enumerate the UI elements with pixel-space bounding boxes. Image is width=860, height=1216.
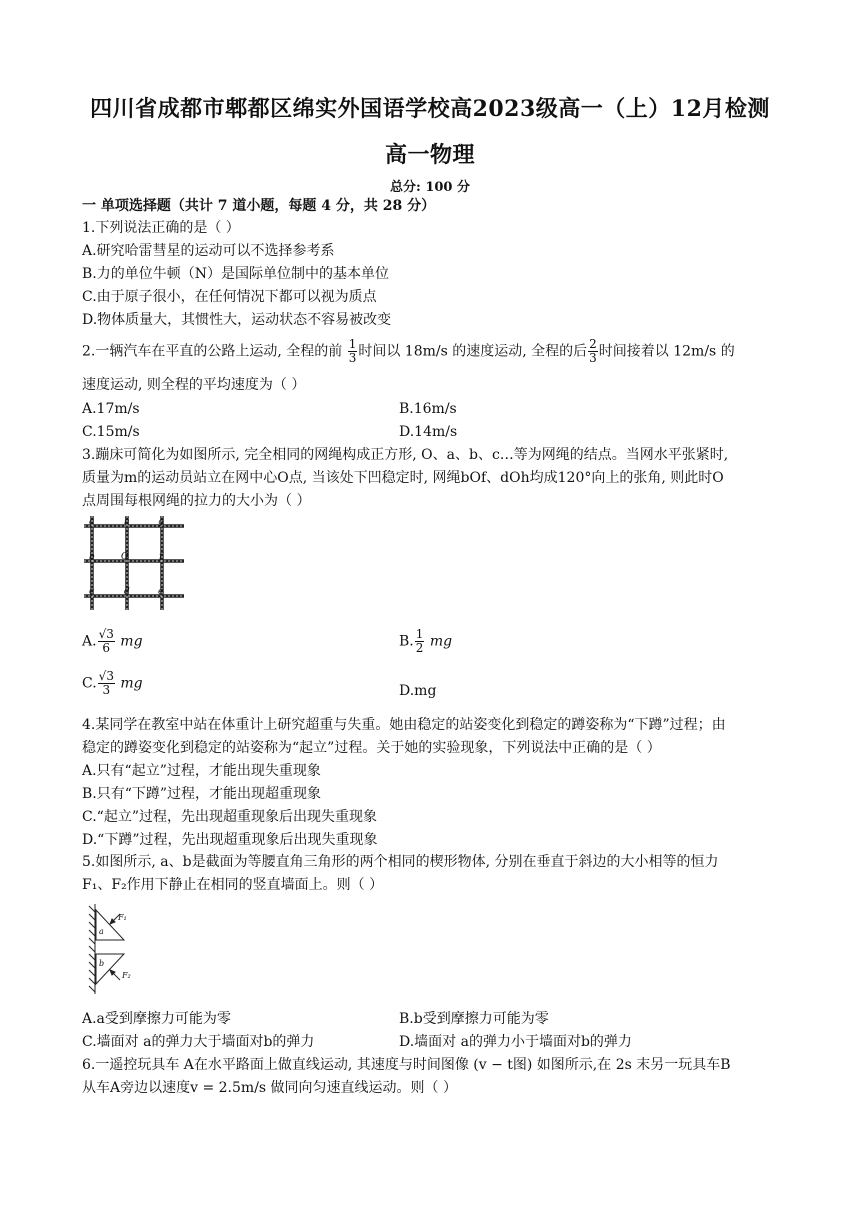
q3-option-b: [399, 628, 452, 655]
q5-option-a: A.a受到摩擦力可能为零: [82, 1011, 231, 1027]
wedge-wall-figure: [86, 902, 146, 996]
q3-option-a-unit: mg: [120, 633, 143, 650]
net-label-g: g: [158, 517, 164, 527]
q3-option-a: [82, 628, 143, 655]
q3-option-a-numerator: √3: [98, 627, 114, 641]
q3-option-c-numerator: √3: [98, 669, 114, 683]
q2-stem-part-b: 时间以 18m/s 的速度运动, 全程的后: [358, 343, 588, 360]
q3-option-d: D.mg: [399, 683, 437, 699]
q5-option-d: D.墙面对 a的弹力小于墙面对b的弹力: [399, 1034, 632, 1050]
q3-stem-line2: 质量为m的运动员站立在网中心O点, 当该处下凹稳定时, 网绳bOf、dOh均成120°向上的张角, 则此时O: [82, 470, 724, 486]
q3-option-c-denominator: 3: [102, 683, 111, 697]
q5-option-b: B.b受到摩擦力可能为零: [399, 1011, 549, 1027]
wedge-label-F1: F₁: [118, 913, 127, 922]
q2-fraction-2-denominator: 3: [589, 351, 597, 365]
q1-option-a: A.研究哈雷彗星的运动可以不选择参考系: [82, 243, 335, 259]
net-label-a: a: [89, 517, 95, 527]
exam-title: 四川省成都市郫都区绵实外国语学校高2023级高一（上）12月检测: [90, 96, 770, 122]
q2-option-b: B.16m/s: [399, 401, 457, 417]
q3-option-c-unit: mg: [120, 675, 143, 692]
q3-option-b-letter: B.: [399, 633, 414, 650]
wedge-label-a: a: [99, 927, 104, 936]
q4-option-b: B.只有“下蹲”过程，才能出现超重现象: [82, 786, 322, 802]
q3-option-c-letter: C.: [82, 675, 97, 692]
q3-stem-line1: 3.蹦床可简化为如图所示, 完全相同的网绳构成正方形, O、a、b、c…等为网绳的结点。当网水平张紧时,: [82, 447, 729, 463]
q3-option-b-denominator: 2: [415, 641, 424, 655]
q3-option-c-fraction: [98, 670, 115, 697]
exam-subtitle: 高一物理: [384, 142, 475, 168]
net-label-b: b: [89, 552, 95, 562]
net-label-h: h: [124, 517, 130, 527]
q5-stem-line1: 5.如图所示, a、b是截面为等腰直角三角形的两个相同的楔形物体, 分别在垂直于斜边的大小相等的恒力: [82, 854, 719, 870]
trampoline-net-figure: [84, 516, 184, 610]
q1-option-c: C.由于原子很小，在任何情况下都可以视为质点: [82, 289, 377, 305]
q2-option-c: C.15m/s: [82, 424, 140, 440]
q3-stem-line3: 点周围每根网绳的拉力的大小为（ ）: [82, 493, 311, 509]
total-score: 总分: 100 分: [390, 180, 470, 195]
q3-option-c: [82, 670, 143, 697]
q2-option-a: A.17m/s: [82, 401, 140, 417]
q4-option-a: A.只有“起立”过程，才能出现失重现象: [82, 763, 321, 779]
net-label-O: O: [121, 552, 129, 562]
q5-option-c: C.墙面对 a的弹力大于墙面对b的弹力: [82, 1034, 315, 1050]
q3-option-a-denominator: 6: [102, 641, 111, 655]
q2-fraction-1-denominator: 3: [348, 351, 357, 365]
net-label-f: f: [159, 552, 163, 562]
net-label-e: e: [158, 587, 164, 597]
q5-stem-line2: F₁、F₂作用下静止在相同的竖直墙面上。则（ ）: [82, 877, 384, 893]
q3-option-b-numerator: 1: [415, 627, 424, 641]
q2-option-d: D.14m/s: [399, 424, 458, 440]
q4-option-d: D.“下蹲”过程，先出现超重现象后出现失重现象: [82, 832, 378, 848]
q4-option-c: C.“起立”过程，先出现超重现象后出现失重现象: [82, 809, 377, 825]
q1-option-b: B.力的单位牛顿（N）是国际单位制中的基本单位: [82, 266, 389, 282]
wedge-label-F2: F₂: [122, 971, 131, 980]
q1-option-d: D.物体质量大，其惯性大，运动状态不容易被改变: [82, 312, 392, 328]
q2-stem-line2: 速度运动, 则全程的平均速度为（ ）: [82, 377, 306, 393]
net-label-c: c: [89, 587, 95, 597]
net-label-d: d: [124, 587, 130, 597]
q6-stem-line1: 6.一遥控玩具车 A在水平路面上做直线运动, 其速度与时间图像 (v − t图) 如图所示,在 2s 末另一玩具车B: [82, 1057, 731, 1073]
q4-stem-line2: 稳定的蹲姿变化到稳定的站姿称为“起立”过程。关于她的实验现象，下列说法中正确的是（ ）: [82, 740, 661, 756]
q2-fraction-2-numerator: 2: [589, 337, 597, 351]
q2-fraction-1-numerator: 1: [348, 337, 357, 351]
q4-stem-line1: 4.某同学在教室中站在体重计上研究超重与失重。她由稳定的站姿变化到稳定的蹲姿称为“下蹲”过程；由: [82, 717, 726, 733]
q3-option-b-unit: mg: [429, 633, 453, 650]
q1-stem: 1.下列说法正确的是（ ）: [82, 220, 240, 236]
q3-option-a-letter: A.: [82, 633, 97, 650]
q2-stem-part-c: 时间接着以 12m/s 的: [598, 343, 735, 360]
q6-stem-line2: 从车A旁边以速度v = 2.5m/s 做同向匀速直线运动。则（ ）: [82, 1080, 457, 1096]
wedge-label-b: b: [99, 959, 105, 968]
q3-option-a-fraction: [98, 628, 115, 655]
q2-stem-part-a: 2.一辆汽车在平直的公路上运动, 全程的前: [82, 343, 347, 360]
q2-stem-line1: [82, 338, 735, 365]
q3-option-b-fraction: [415, 628, 425, 655]
section-heading: 一 单项选择题（共计 7 道小题，每题 4 分，共 28 分）: [82, 198, 436, 214]
q2-fraction-2: [588, 338, 598, 365]
q2-fraction-1: [348, 338, 358, 365]
